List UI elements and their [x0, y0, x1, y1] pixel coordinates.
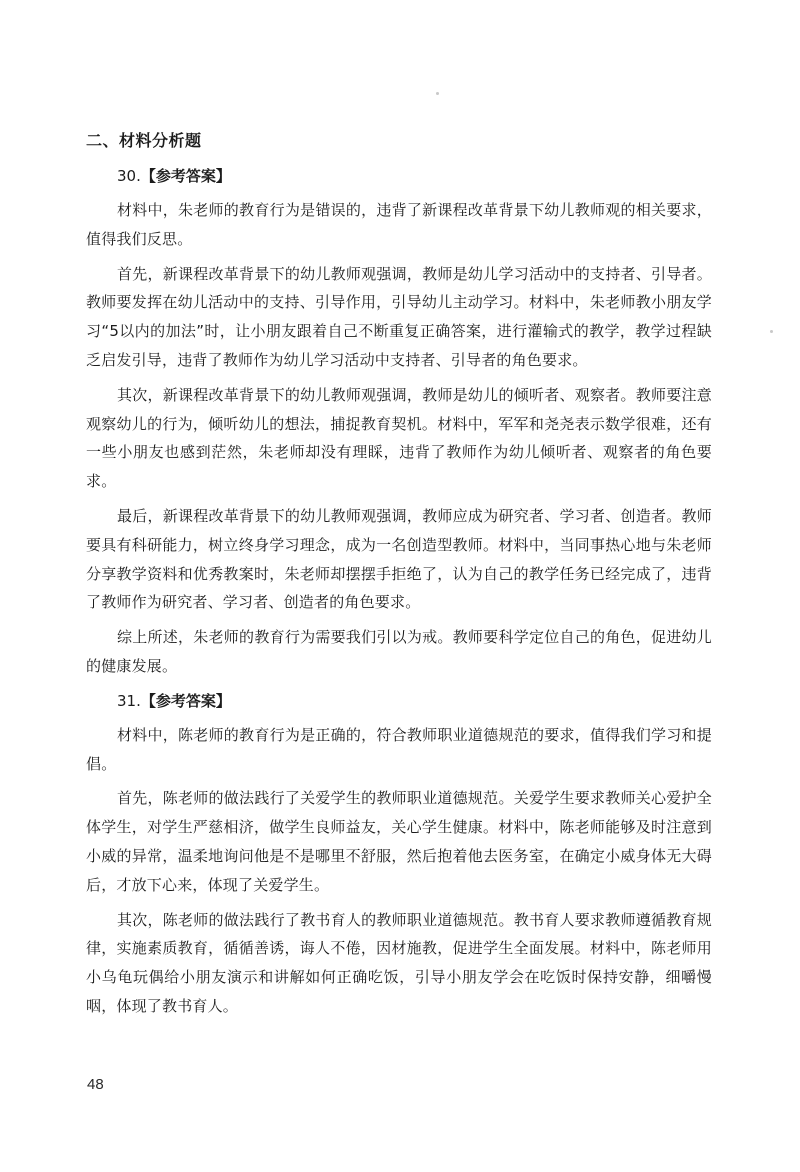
answer-heading	[86, 162, 712, 190]
answer-paragraph: 首先，陈老师的做法践行了关爱学生的教师职业道德规范。关爱学生要求教师关心爱护全体学生，对学生严慈相济，做学生良师益友，关心学生健康。材料中，陈老师能够及时注意到小威的异常，温柔地询问他是不是哪里不舒服，然后抱着他去医务室，在确定小威身体无大碍后，才放下心来，体现了关爱学生。	[86, 789, 712, 894]
answer-label: 【参考答案】	[140, 691, 231, 710]
answer-label: 【参考答案】	[140, 167, 231, 185]
answer-paragraph: 材料中，陈老师的教育行为是正确的，符合教师职业道德规范的要求，值得我们学习和提倡。	[86, 725, 712, 773]
answer-paragraph: 首先，新课程改革背景下的幼儿教师观强调，教师是幼儿学习活动中的支持者、引导者。教师要发挥在幼儿活动中的支持、引导作用，引导幼儿主动学习。材料中，朱老师教小朋友学习“5以内的加法”时，让小朋友跟着自己不断重复正确答案，进行灌输式的教学，教学过程缺乏启发引导，违背了教师作为幼儿学习活动中支持者、引导者的角色要求。	[86, 264, 712, 369]
answer-number: 30.	[117, 167, 141, 185]
answer-paragraph: 其次，新课程改革背景下的幼儿教师观强调，教师是幼儿的倾听者、观察者。教师要注意观察幼儿的行为，倾听幼儿的想法，捕捉教育契机。材料中，军军和尧尧表示数学很难，还有一些小朋友也感到茫然，朱老师却没有理睬，违背了教师作为幼儿倾听者、观察者的角色要求。	[86, 385, 712, 491]
page-content	[86, 126, 712, 1027]
answer-block-30	[86, 162, 712, 681]
answer-paragraph: 其次，陈老师的做法践行了教书育人的教师职业道德规范。教书育人要求教师遵循教育规律，实施素质教育，循循善诱，诲人不倦，因材施教，促进学生全面发展。材料中，陈老师用小乌龟玩偶给小朋友演示和讲解如何正确吃饭，引导小朋友学会在吃饭时保持安静，细嚼慢咽，体现了教书育人。	[86, 910, 712, 1015]
page-number: 48	[87, 1076, 104, 1093]
answer-block-31	[86, 687, 712, 1021]
answer-paragraph: 材料中，朱老师的教育行为是错误的，违背了新课程改革背景下幼儿教师观的相关要求，值得我们反思。	[86, 201, 712, 248]
answer-paragraph: 综上所述，朱老师的教育行为需要我们引以为戒。教师要科学定位自己的角色，促进幼儿的健康发展。	[86, 628, 712, 675]
section-title: 二、材料分析题	[86, 131, 202, 150]
scan-speck	[436, 92, 439, 95]
answer-heading	[86, 687, 712, 715]
scan-speck	[770, 330, 773, 333]
answer-number: 31.	[117, 691, 141, 710]
answer-paragraph: 最后，新课程改革背景下的幼儿教师观强调，教师应成为研究者、学习者、创造者。教师要具有科研能力，树立终身学习理念，成为一名创造型教师。材料中，当同事热心地与朱老师分享教学资料和优秀教案时，朱老师却摆摆手拒绝了，认为自己的教学任务已经完成了，违背了教师作为研究者、学习者、创造者的角色要求。	[86, 506, 712, 612]
